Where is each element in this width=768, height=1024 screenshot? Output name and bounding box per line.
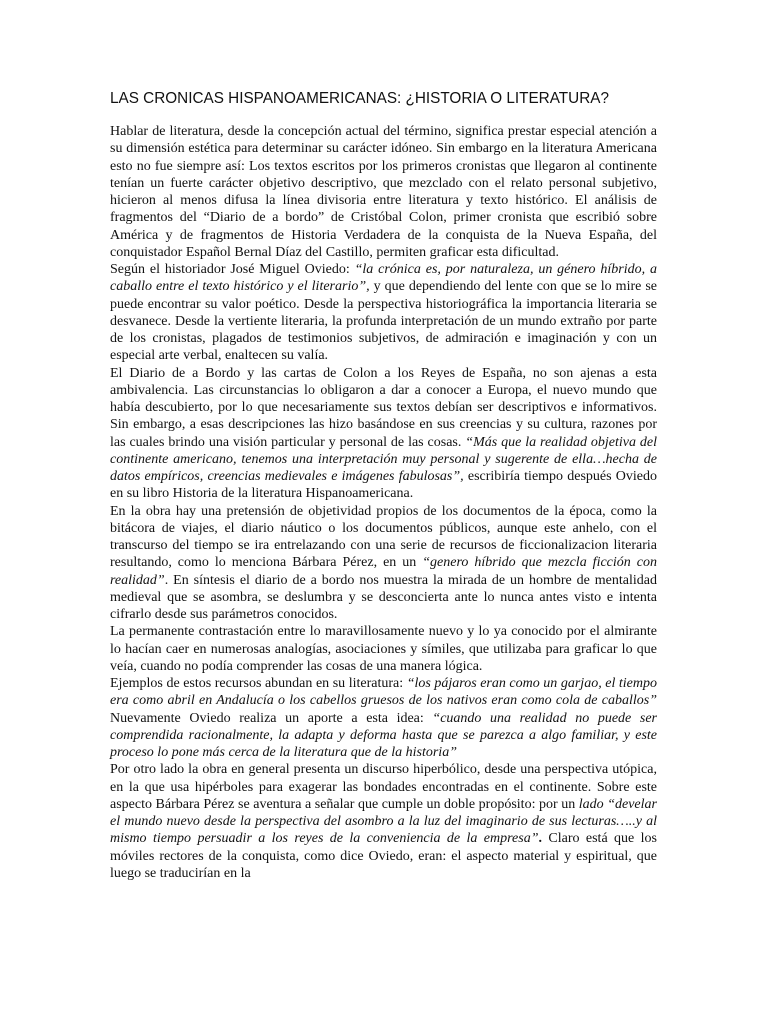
body-paragraph	[110, 503, 657, 624]
paragraph-text: Según el historiador José Miguel Oviedo:	[110, 262, 355, 277]
body-paragraph	[110, 761, 657, 882]
quoted-text: “Más que la realidad objetiva del continente americano, tenemos una interpretación muy personal y sugerente de ella…hecha de datos empíricos, creencias medievales e imágenes fabulosas”,	[110, 434, 657, 484]
body-paragraph	[110, 261, 657, 365]
quoted-text: “genero híbrido que mezcla ficción con realidad”	[110, 555, 657, 588]
paragraph-text: Por otro lado la obra en general presenta un discurso hiperbólico, desde una perspectiva utópica, en la que usa hipérboles para exagerar las bondades encontradas en el continente. Sobre este aspecto Bárbara Pérez se aventura a señalar que cumple un doble propósito: por un	[110, 762, 657, 812]
document-body	[110, 123, 657, 882]
paragraph-text: Nuevamente Oviedo realiza un aporte a esta idea:	[110, 710, 433, 726]
paragraph-text: Hablar de literatura, desde la concepción actual del término, significa prestar especial atención a su dimensión estética para determinar su carácter idóneo. Sin embargo en la literatura Americana esto no fue siempre así: Los textos escritos por los primeros cronistas que llegaron al continente tenían un fuerte carácter objetivo descriptivo, que mezclado con el relato personal subjetivo, hicieron al menos difusa la línea divisoria entre literatura y texto histórico. El análisis de fragmentos del “Diario de a bordo” de Cristóbal Colon, primer cronista que escribió sobre América y de fragmentos de Historia Verdadera de la conquista de la Nueva España, del conquistador Español Bernal Díaz del Castillo, permiten graficar esta dificultad.	[110, 124, 657, 260]
body-paragraph	[110, 675, 657, 761]
paragraph-text: .	[538, 831, 543, 847]
quoted-text: “la crónica es, por naturaleza, un género híbrido, a caballo entre el texto histórico y el literario”,	[110, 262, 657, 295]
paragraph-text: En la obra hay una pretensión de objetividad propios de los documentos de la época, como la bitácora de viajes, el diario náutico o los documentos públicos, aunque este anhelo, con el transcurso del tiempo se ira entrelazando con una serie de recursos de ficcionalizacion literaria resultando, como lo menciona Bárbara Pérez, en un	[110, 503, 657, 571]
paragraph-text: El Diario de a Bordo y las cartas de Colon a los Reyes de España, no son ajenas a esta ambivalencia. Las circunstancias lo obligaron a dar a conocer a Europa, el nuevo mundo que había descubierto, por lo que necesariamente sus textos debían ser descriptivos e informativos. Sin embargo, a esas descripciones las hizo basándose en sus creencias y su cultura, razones por las cuales brindo una visión particular y personal de las cosas.	[110, 365, 657, 450]
document-title: LAS CRONICAS HISPANOAMERICANAS: ¿HISTORIA O LITERATURA?	[110, 90, 609, 107]
body-paragraph	[110, 365, 657, 503]
paragraph-text: Claro está que los móviles rectores de la conquista, como dice Oviedo, eran: el aspecto material y espiritual, que luego se traducirían en la	[110, 831, 657, 881]
paragraph-text: Ejemplos de estos recursos abundan en su literatura:	[110, 676, 407, 691]
paragraph-text: . En síntesis el diario de a bordo nos muestra la mirada de un hombre de mentalidad medieval que se asombra, se deslumbra y se desconcierta ante lo nunca antes visto e intenta cifrarlo desde sus parámetros conocidos.	[110, 572, 657, 622]
paragraph-text: y que dependiendo del lente con que se lo mire se puede encontrar su valor poético. Desde la perspectiva historiográfica la importancia literaria se desvanece. Desde la vertiente literaria, la profunda interpretación de un mundo extraño por parte de los cronistas, plagados de testimonios subjetivos, de admiración e imaginación y con un especial arte verbal, enaltecen su valía.	[110, 279, 657, 364]
quoted-text: “cuando una realidad no puede ser comprendida racionalmente, la adapta y deforma hasta que se parezca a algo familiar, y este proceso lo pone más cerca de la literatura que de la historia”	[110, 710, 658, 760]
quoted-text: lado “develar el mundo nuevo desde la perspectiva del asombro a la luz del imaginario de sus lecturas…..y al mismo tiempo persuadir a los reyes de la conveniencia de la empresa”	[110, 796, 657, 847]
quoted-text: “los pájaros eran como un garjao, el tiempo era como abril en Andalucía o los cabellos gruesos de los nativos eran como cola de caballos”	[110, 676, 658, 709]
body-paragraph	[110, 623, 657, 675]
paragraph-text: escribiría tiempo después Oviedo en su libro Historia de la literatura Hispanoamericana.	[110, 469, 658, 502]
paragraph-text: La permanente contrastación entre lo maravillosamente nuevo y lo ya conocido por el almirante lo hacían caer en numerosas analogías, asociaciones y símiles, que utilizaba para graficar lo que veía, cuando no podía comprender las cosas de una manera lógica.	[110, 624, 657, 674]
body-paragraph	[110, 123, 657, 261]
